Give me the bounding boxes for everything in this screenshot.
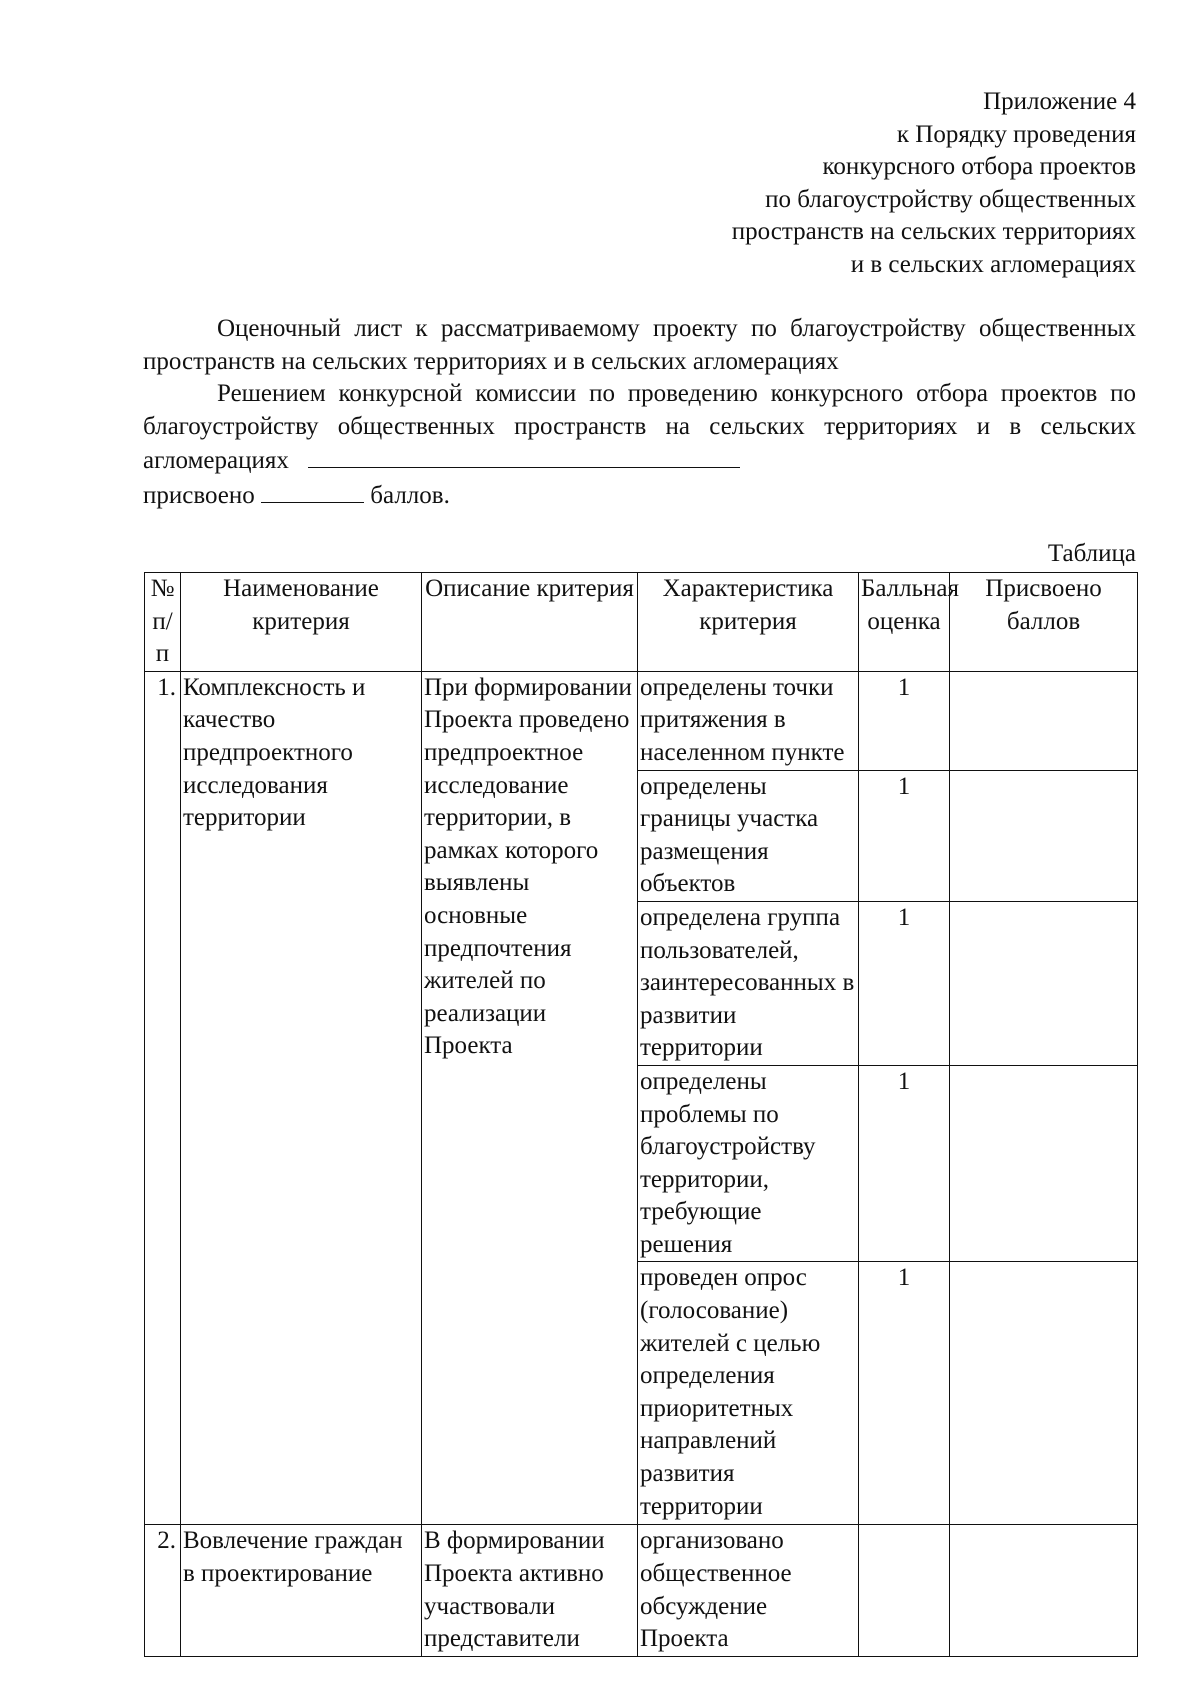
criterion-name: Комплексность и качество предпроектного исследования территории bbox=[181, 671, 422, 1525]
evaluation-table bbox=[144, 572, 1138, 1657]
score-value: 1 bbox=[859, 901, 950, 1065]
header-line: пространств на сельских территориях bbox=[731, 218, 1136, 246]
criterion-characteristic: определены точки притяжения в населенном пункте bbox=[638, 671, 859, 770]
appendix-header bbox=[732, 86, 1136, 282]
assigned-label: присвоено bbox=[143, 481, 255, 509]
assigned-points-cell[interactable] bbox=[950, 901, 1138, 1065]
criterion-description: В формировании Проекта активно участвовали представители bbox=[422, 1525, 638, 1657]
header-line: по благоустройству общественных bbox=[765, 185, 1136, 213]
project-name-blank[interactable] bbox=[308, 443, 740, 468]
assigned-points-cell[interactable] bbox=[950, 1065, 1138, 1262]
header-num: № п/п bbox=[145, 573, 181, 672]
assigned-points-cell[interactable] bbox=[950, 1262, 1138, 1525]
score-value bbox=[859, 1525, 950, 1657]
table-caption: Таблица bbox=[1047, 540, 1136, 567]
evaluation-sheet-title: Оценочный лист к рассматриваемому проекту по благоустройству общественных пространств на сельских территориях и в сельских агломерациях bbox=[143, 315, 1136, 375]
assigned-points-cell[interactable] bbox=[950, 1525, 1138, 1657]
criterion-characteristic: определены проблемы по благоустройству территории, требующие решения bbox=[638, 1065, 859, 1262]
assigned-points-cell[interactable] bbox=[950, 770, 1138, 901]
criterion-name: Вовлечение граждан в проектирование bbox=[181, 1525, 422, 1657]
criterion-characteristic: определена группа пользователей, заинтересованных в развитии территории bbox=[638, 901, 859, 1065]
score-value: 1 bbox=[859, 1065, 950, 1262]
criterion-description: При формировании Проекта проведено предпроектное исследование территории, в рамках которого выявлены основные предпочтения жителей по реализации Проекта bbox=[422, 671, 638, 1525]
header-assigned: Присвоено баллов bbox=[950, 573, 1138, 672]
decision-text: Решением конкурсной комиссии по проведению конкурсного отбора проектов по благоустройству общественных пространств на сельских территориях и в сельских агломерациях bbox=[143, 380, 1136, 475]
criterion-characteristic: определены границы участка размещения объектов bbox=[638, 770, 859, 901]
header-score: Балльная оценка bbox=[859, 573, 950, 672]
table-row bbox=[145, 1525, 1138, 1657]
assigned-points-cell[interactable] bbox=[950, 671, 1138, 770]
criterion-characteristic: проведен опрос (голосование) жителей с целью определения приоритетных направлений развития территории bbox=[638, 1262, 859, 1525]
decision-paragraph bbox=[143, 378, 1136, 478]
header-line: конкурсного отбора проектов bbox=[822, 153, 1136, 181]
row-num: 2. bbox=[145, 1525, 181, 1657]
assigned-points-line bbox=[143, 478, 1136, 513]
points-label: баллов. bbox=[370, 481, 450, 509]
header-characteristic: Характеристика критерия bbox=[638, 573, 859, 672]
points-blank[interactable] bbox=[261, 478, 364, 503]
header-description: Описание критерия bbox=[422, 573, 638, 672]
header-line: Приложение 4 bbox=[983, 88, 1136, 115]
table-row bbox=[145, 671, 1138, 770]
header-line: и в сельских агломерациях bbox=[850, 250, 1136, 278]
row-num: 1. bbox=[145, 671, 181, 1525]
score-value: 1 bbox=[859, 671, 950, 770]
table-header-row bbox=[145, 573, 1138, 672]
score-value: 1 bbox=[859, 1262, 950, 1525]
criterion-characteristic: организовано общественное обсуждение Проекта bbox=[638, 1525, 859, 1657]
header-name: Наименование критерия bbox=[181, 573, 422, 672]
intro-section bbox=[143, 313, 1136, 513]
header-line: к Порядку проведения bbox=[896, 120, 1136, 148]
score-value: 1 bbox=[859, 770, 950, 901]
